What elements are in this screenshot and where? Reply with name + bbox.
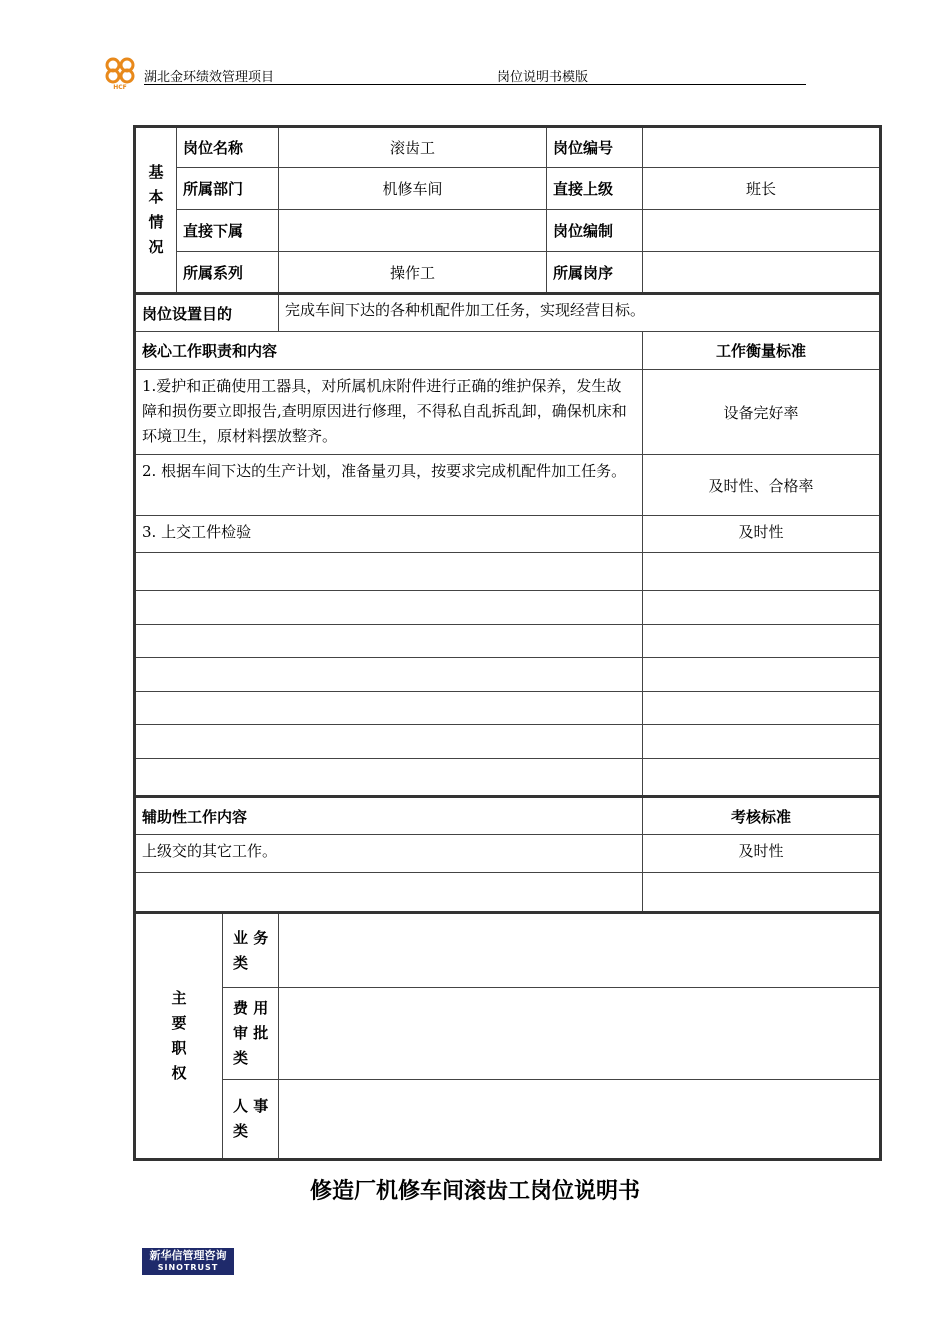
authority-row <box>135 1080 881 1160</box>
basic-value <box>279 210 547 252</box>
basic-row <box>135 252 881 294</box>
core-item-row <box>135 591 881 625</box>
core-header-row <box>135 332 881 370</box>
core-item-row <box>135 759 881 797</box>
core-item-standard <box>643 692 881 725</box>
brand-en: SINOTRUST <box>157 1263 219 1272</box>
core-item-standard: 及时性、合格率 <box>643 455 881 516</box>
authority-row <box>135 988 881 1080</box>
basic-row <box>135 210 881 252</box>
basic-label: 岗位名称 <box>177 127 279 168</box>
core-item-standard <box>643 625 881 658</box>
aux-item-row <box>135 835 881 873</box>
core-item-text <box>135 553 643 591</box>
authority-label: 业 务 类 <box>223 913 279 988</box>
aux-item-row <box>135 873 881 913</box>
document-title: 修造厂机修车间滚齿工岗位说明书 <box>309 1179 640 1204</box>
core-header: 核心工作职责和内容 <box>135 332 643 370</box>
basic-label: 所属系列 <box>177 252 279 294</box>
brand-cn: 新华信管理咨询 <box>149 1249 227 1262</box>
core-item-row <box>135 658 881 692</box>
core-item-row <box>135 625 881 658</box>
company-logo <box>100 54 140 90</box>
job-description-table <box>133 125 882 1161</box>
header-doc-type: 岗位说明书模版 <box>497 70 589 85</box>
core-item-text: 3. 上交工件检验 <box>135 516 643 553</box>
aux-item-standard: 及时性 <box>643 835 881 873</box>
core-standard-header: 工作衡量标准 <box>643 332 881 370</box>
core-item-text <box>135 692 643 725</box>
core-item-standard <box>643 591 881 625</box>
header-project: 湖北金环绩效管理项目 <box>144 70 275 85</box>
core-item-row <box>135 516 881 553</box>
basic-label: 所属部门 <box>177 168 279 210</box>
basic-value: 机修车间 <box>279 168 547 210</box>
core-item-standard <box>643 759 881 797</box>
core-item-text <box>135 625 643 658</box>
sinotrust-logo <box>142 1248 234 1275</box>
core-item-text <box>135 658 643 692</box>
core-item-standard <box>643 725 881 759</box>
basic-row <box>135 168 881 210</box>
header-divider <box>144 84 806 85</box>
core-item-text <box>135 725 643 759</box>
authority-section-label: 主 要 职 权 <box>135 913 223 1160</box>
core-item-row <box>135 370 881 455</box>
basic-section-label: 基 本 情 况 <box>135 127 177 294</box>
core-item-row <box>135 455 881 516</box>
core-item-standard: 设备完好率 <box>643 370 881 455</box>
core-item-row <box>135 692 881 725</box>
authority-label: 费 用 审 批 类 <box>223 988 279 1080</box>
basic-label: 岗位编制 <box>547 210 643 252</box>
purpose-row <box>135 294 881 332</box>
core-item-standard <box>643 658 881 692</box>
aux-standard-header: 考核标准 <box>643 797 881 835</box>
authority-value <box>279 913 881 988</box>
core-item-row <box>135 725 881 759</box>
core-item-standard: 及时性 <box>643 516 881 553</box>
core-item-text <box>135 591 643 625</box>
basic-label: 直接上级 <box>547 168 643 210</box>
aux-header: 辅助性工作内容 <box>135 797 643 835</box>
basic-value <box>643 210 881 252</box>
basic-label: 直接下属 <box>177 210 279 252</box>
authority-label: 人 事 类 <box>223 1080 279 1160</box>
aux-item-text <box>135 873 643 913</box>
core-item-text: 2. 根据车间下达的生产计划，准备量刃具，按要求完成机配件加工任务。 <box>135 455 643 516</box>
basic-value <box>643 127 881 168</box>
purpose-text: 完成车间下达的各种机配件加工任务，实现经营目标。 <box>279 294 881 332</box>
logo-text: HCF <box>113 84 127 90</box>
basic-label: 岗位编号 <box>547 127 643 168</box>
aux-header-row <box>135 797 881 835</box>
core-item-text: 1.爱护和正确使用工器具，对所属机床附件进行正确的维护保养，发生故障和损伤要立即报告,查明原因进行修理，不得私自乱拆乱卸，确保机床和环境卫生，原材料摆放整齐。 <box>135 370 643 455</box>
aux-item-text: 上级交的其它工作。 <box>135 835 643 873</box>
core-item-text <box>135 759 643 797</box>
basic-value: 操作工 <box>279 252 547 294</box>
authority-value <box>279 1080 881 1160</box>
core-item-standard <box>643 553 881 591</box>
basic-value: 滚齿工 <box>279 127 547 168</box>
authority-value <box>279 988 881 1080</box>
basic-value <box>643 252 881 294</box>
purpose-label: 岗位设置目的 <box>135 294 279 332</box>
basic-value: 班长 <box>643 168 881 210</box>
authority-row <box>135 913 881 988</box>
core-item-row <box>135 553 881 591</box>
basic-label: 所属岗序 <box>547 252 643 294</box>
basic-row <box>135 127 881 168</box>
aux-item-standard <box>643 873 881 913</box>
